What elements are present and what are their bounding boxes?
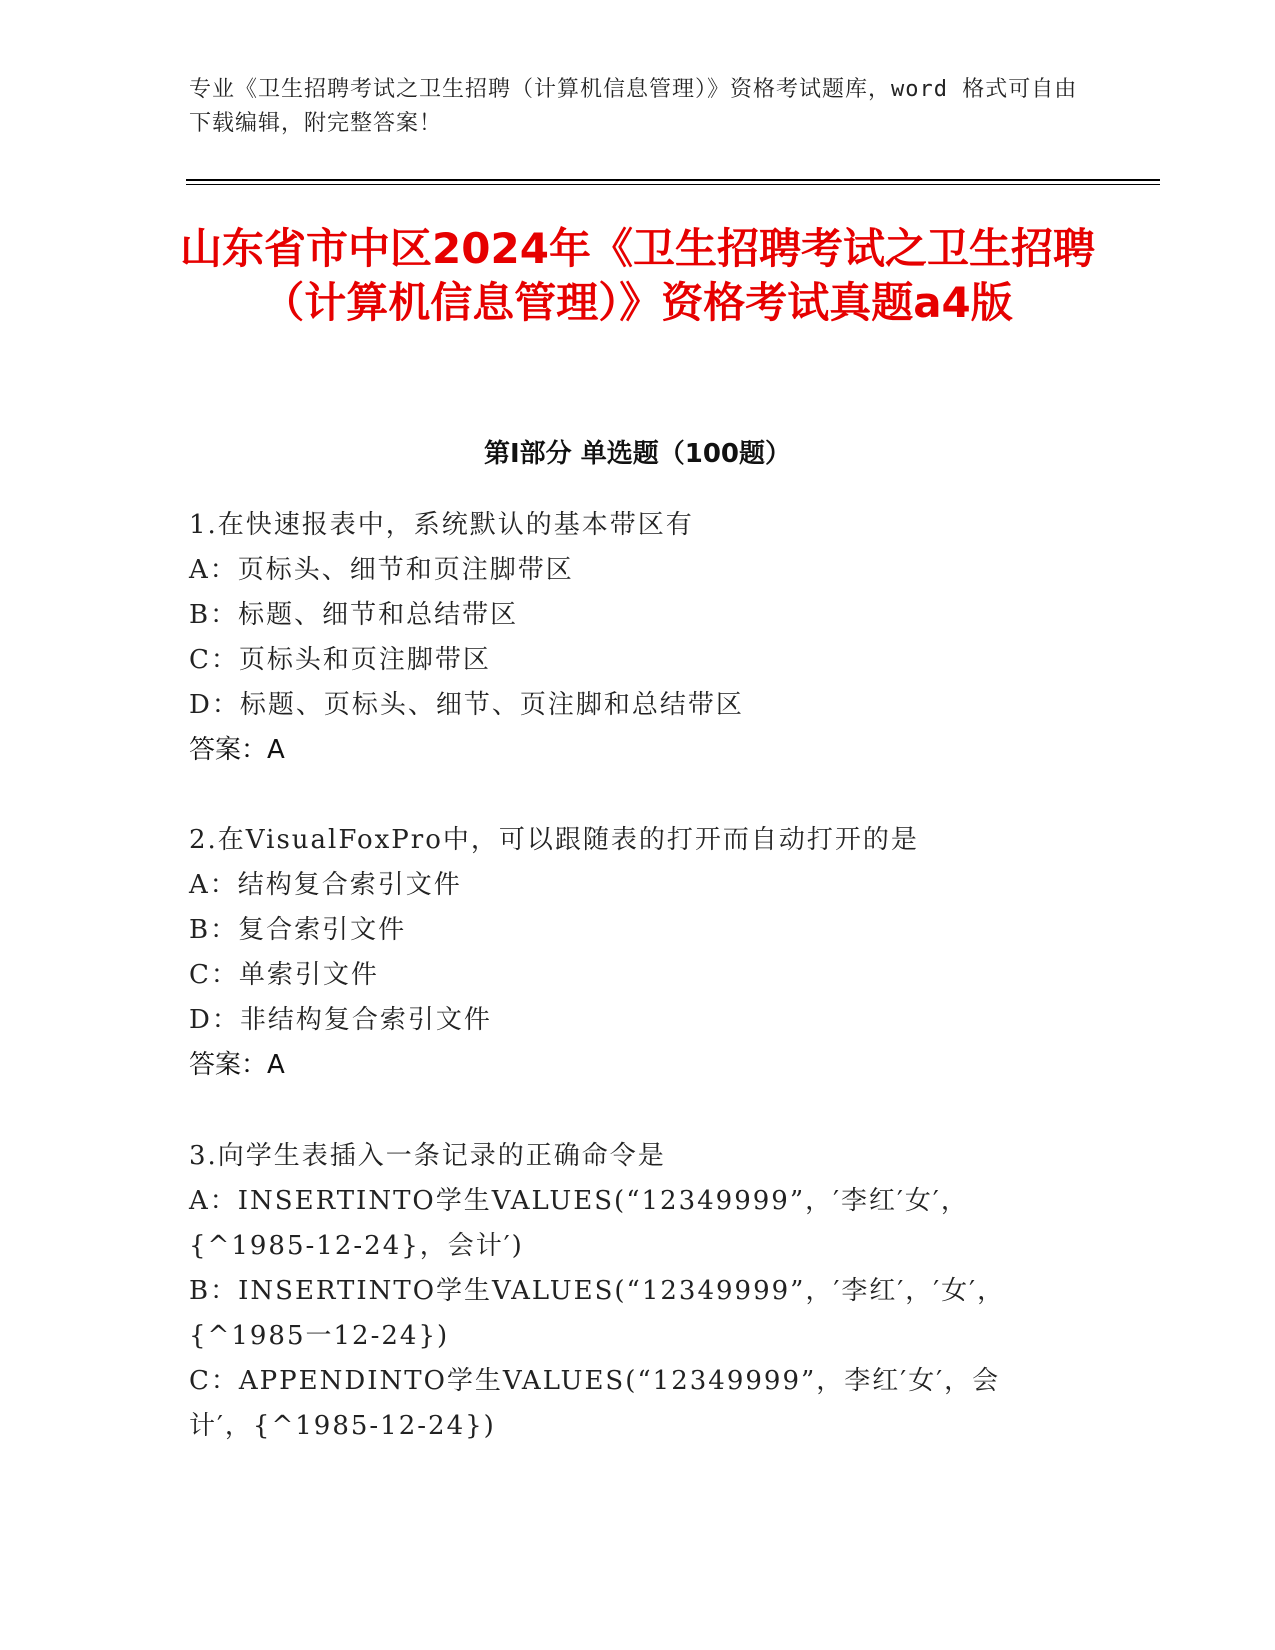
header-divider-thin [186,184,1160,185]
option-a: A：结构复合索引文件 [189,870,462,900]
question-stem: 1.在快速报表中，系统默认的基本带区有 [189,510,694,540]
question-2 [189,818,1069,1088]
header-divider-thick [186,179,1160,181]
document-title: 山东省市中区2024年《卫生招聘考试之卫生招聘（计算机信息管理）》资格考试真题a4版 [180,224,1095,327]
header-note: 专业《卫生招聘考试之卫生招聘（计算机信息管理）》资格考试题库，word 格式可自由下载编辑，附完整答案！ [189,77,1078,136]
option-c: C：APPENDINTO学生VALUES(“12349999”，李红′女′，会计′，{^1985-12-24}) [189,1366,1001,1441]
question-stem: 3.向学生表插入一条记录的正确命令是 [189,1141,666,1171]
answer-line: 答案：A [189,1050,285,1080]
question-stem: 2.在VisualFoxPro中，可以跟随表的打开而自动打开的是 [189,825,919,855]
question-1 [189,503,1069,773]
answer-line: 答案：A [189,735,285,765]
option-c: C：页标头和页注脚带区 [189,645,491,675]
option-b: B：复合索引文件 [189,915,407,945]
option-a: A：页标头、细节和页注脚带区 [189,555,574,585]
option-c: C：单索引文件 [189,960,379,990]
option-d: D：标题、页标头、细节、页注脚和总结带区 [189,690,744,720]
option-d: D：非结构复合索引文件 [189,1005,492,1035]
section-heading: 第Ⅰ部分 单选题（100题） [484,439,791,469]
option-b: B：标题、细节和总结带区 [189,600,519,630]
option-b: B：INSERTINTO学生VALUES(“12349999”，′李红′，′女′，{^1985一12-24}) [189,1276,1006,1351]
option-a: A：INSERTINTO学生VALUES(“12349999”，′李红′女′，{^1985-12-24}，会计′) [189,1186,969,1261]
question-3 [189,1134,1049,1449]
